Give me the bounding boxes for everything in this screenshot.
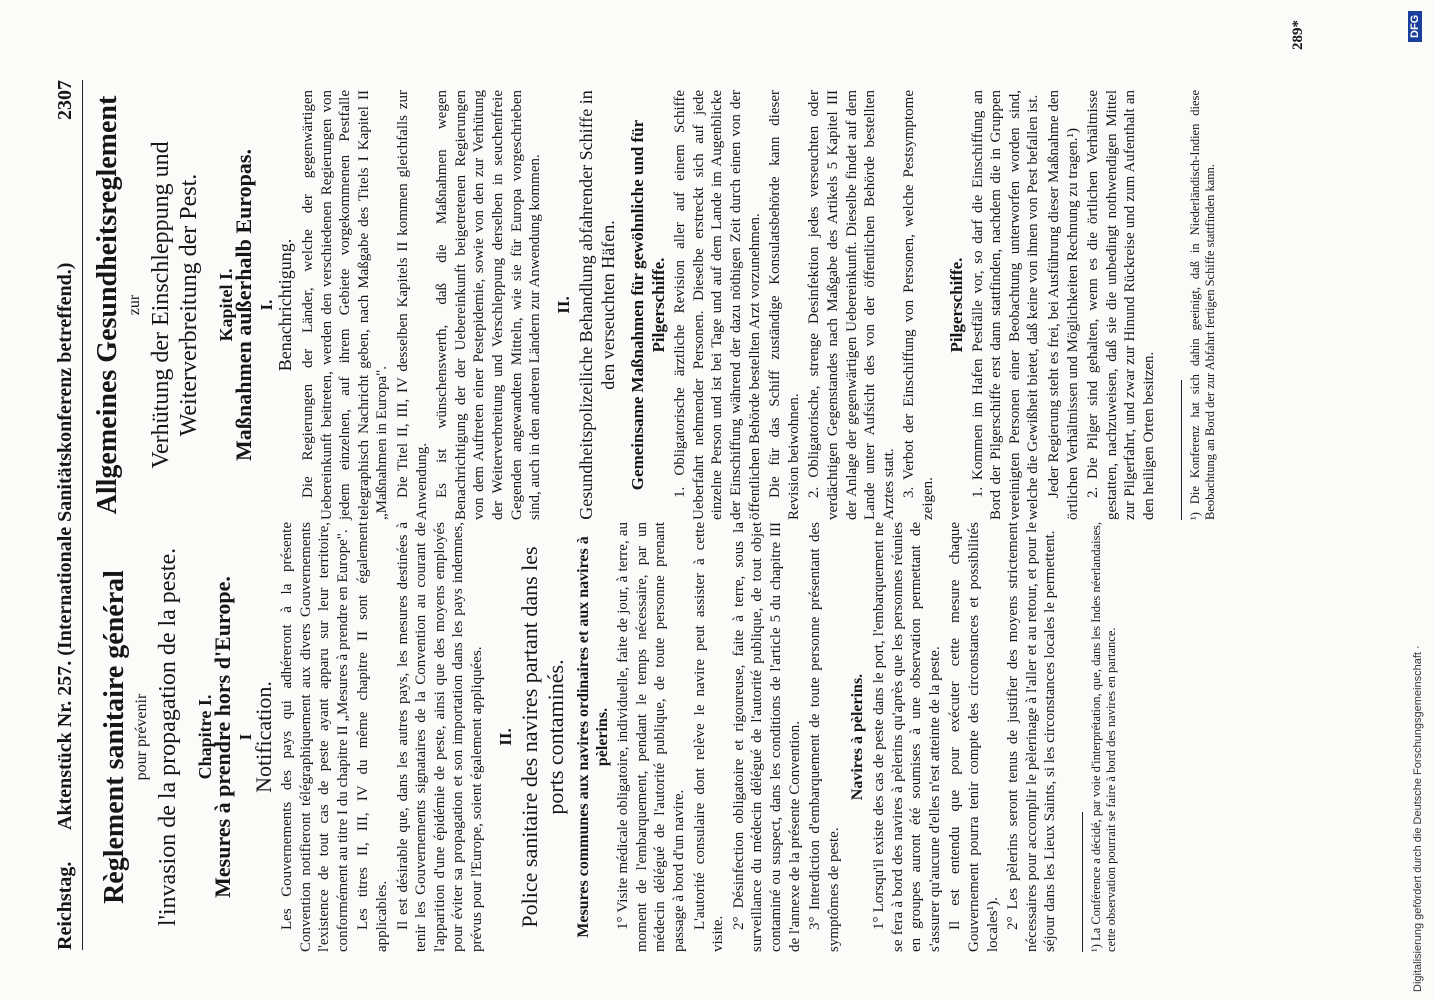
fr-paragraph: 1° Visite médicale obligatoire, individuelle, faite de jour, à terre, au moment de l'embarquement, pendant le temps nécessaire, par un médecin délégué de l'autorité publique, de toute personne prenant passage à bord d'un navire. xyxy=(615,522,688,952)
fr-title-pour: pour prévenir xyxy=(133,693,150,781)
fr-paragraph: 3° Interdiction d'embarquement de toute personne présentant des symptômes de peste. xyxy=(807,522,842,952)
de-title-line3: Verhütung der Einschleppung und Weiterverbreitung der Pest. xyxy=(147,141,202,469)
fr-title-line3: l'invasion de la propagation de la peste. xyxy=(154,547,181,927)
dfg-logo: DFG xyxy=(1408,11,1422,42)
fr-footnote-text: ¹) La Conférence a décidé, par voie d'interprétation, que, dans les Indes néerlandaises, cette observation pourrait se faire à bord des navires en partance. xyxy=(1088,522,1118,952)
fr-chapter-title: Mesures à prendre hors d'Europe. xyxy=(210,576,236,898)
de-paragraph: Die Titel II, III, IV desselben Kapitels II kommen gleichfalls zur Anwendung. xyxy=(394,90,430,520)
page-signature: 289* xyxy=(1290,20,1306,50)
de-paragraph: Es ist wünschenswerth, daß die Maßnahmen wegen Benachrichtigung der der Uebereinkunft beigetretenen Regierungen von dem Auftreten einer Pestepidemie, sowie von den zur Verhütung der Weiterverbreitung und Verschleppung derselben in seuchenfreie Gegenden angewandten Mitteln, wie sie für Europa vorgeschrieben sind, auch in den anderen Ländern zur Anwendung kommen. xyxy=(434,90,544,520)
header-left: Reichstag. xyxy=(54,861,76,950)
fr-section-2: II. xyxy=(495,728,515,746)
fr-paragraph: Il est désirable que, dans les autres pays, les mesures destinées à tenir les Gouvernements signataires de la Convention au courant de l'apparition d'une épidémie de peste, ainsi que des moyens employés pour éviter sa propagation et son importation dans les pays indemnes, prévus pour l'Europe, soient également appliquées. xyxy=(394,522,485,952)
de-footnote-text: ¹) Die Konferenz hat sich dahin geeinigt, daß in Niederländisch-Indien diese Beobachtung an Bord der zur Abfahrt fertigen Schiffe stattfinden kann. xyxy=(1187,90,1217,520)
running-header xyxy=(48,80,83,950)
fr-footnote xyxy=(1082,522,1119,952)
de-title: Allgemeines Gesundheitsreglement xyxy=(92,95,123,515)
fr-heading-pilgrim: Navires à pèlerins. xyxy=(849,673,867,801)
fr-paragraph: L'autorité consulaire dont relève le navire peut assister à cette visite. xyxy=(691,522,727,952)
fr-section-1-title: Notification. xyxy=(251,681,277,793)
de-paragraph: 2. Die Pilger sind gehalten, wenn es die örtlichen Verhältnisse gestatten, nachzuweisen, daß sie die unbedingt nothwendigen Mittel zur Pilgerfahrt, und zwar zur Hinund Rückreise und zum Aufenthalt an den heiligen Orten besitzen. xyxy=(1085,90,1157,520)
fr-section-1: I xyxy=(235,733,255,741)
fr-paragraph: Il est entendu que pour exécuter cette mesure chaque Gouvernement pourra tenir compte des circonstances et possibilités locales¹). xyxy=(947,522,1001,952)
german-column xyxy=(88,90,1218,520)
de-chapter: Kapitel I. xyxy=(215,268,236,342)
fr-section-2-title: Police sanitaire des navires partant dans les ports contaminés. xyxy=(517,546,569,928)
de-section-1: I. xyxy=(256,299,276,311)
de-section-1-title: Benachrichtigung. xyxy=(275,238,296,372)
de-section-2: II. xyxy=(553,296,573,314)
de-title-zur: zur xyxy=(126,294,143,316)
scan-credit: Digitalisierung gefördert durch die Deutsche Forschungsgemeinschaft · xyxy=(1412,645,1424,992)
de-chapter-title: Maßnahmen außerhalb Europas. xyxy=(231,149,257,461)
fr-chapter: Chapitre I. xyxy=(194,694,215,780)
fr-paragraph: 2° Désinfection obligatoire et rigoureuse, faite à terre, sous la surveillance du médecin délégué de l'autorité publique, de tout objet contaminé ou suspect, dans les conditions de l'article 5 du chapitre III de l'annexe de la présente Convention. xyxy=(730,522,803,952)
de-paragraph: 1. Obligatorische ärztliche Revision aller auf einem Schiffe Ueberfahrt nehmender Personen. Dieselbe erstreckt sich auf jede einzelne Person und ist bei Tage und auf dem Lande im Augenblicke der Einschiffung während der dazu nöthigen Zeit durch einen von der öffentlichen Behörde bestellten Arzt vorzunehmen. xyxy=(672,90,763,520)
fr-title: Règlement sanitaire général xyxy=(99,570,130,904)
fr-paragraph: 1° Lorsqu'il existe des cas de peste dans le port, l'embarquement ne se fera à bord des navires à pèlerins qu'après que les personnes réunies en groupes auront été soumises à une observation permettant de s'assurer qu'aucune d'elles n'est atteinte de la peste. xyxy=(871,522,943,952)
fr-paragraph: 2° Les pèlerins seront tenus de justifier des moyens strictement nécessaires pour accomplir le pèlerinage à l'aller et au retour, et pour le séjour dans les Lieux Saints, si les circonstances locales le permettent. xyxy=(1005,522,1059,952)
de-heading-pilgrim: Pilgerschiffe. xyxy=(946,257,966,353)
french-column xyxy=(95,522,1119,952)
fr-paragraph: Les titres II, III, IV du même chapitre II sont également applicables. xyxy=(355,522,390,952)
de-paragraph: 1. Kommen im Hafen Pestfälle vor, so darf die Einschiffung an Bord der Pilgerschiffe erst dann stattfinden, nachdem die in Gruppen vereinigten Personen einer Beobachtung unterworfen worden sind, welche die Gewißheit bietet, daß keine von ihnen von Pest befallen ist. xyxy=(969,90,1042,520)
de-section-2-title: Gesundheitspolizeiliche Behandlung abfahrender Schiffe in den verseuchten Häfen. xyxy=(576,90,619,520)
fr-paragraph: Les Gouvernements des pays qui adhéreront à la présente Convention notifieront télégraphiquement aux divers Gouvernements l'existence de tout cas de peste ayant apparu sur leur territoire, conformément au titre I du chapitre II „Mesures à prendre en Europe". xyxy=(278,522,351,952)
de-paragraph: Die Regierungen der Länder, welche der gegenwärtigen Uebereinkunft beitreten, werden den verschiedenen Regierungen von jedem einzelnen, auf ihrem Gebiete vorgekommenen Pestfalle telegraphisch Nachricht geben, nach Maßgabe des Titels I Kapitel II „Maßnahmen in Europa". xyxy=(299,90,391,520)
de-paragraph: 3. Verbot der Einschiffung von Personen, welche Pestsymptome zeigen. xyxy=(901,90,936,520)
de-paragraph: Jeder Regierung steht es frei, bei Ausführung dieser Maßnahme den örtlichen Verhältnissen und Möglichkeiten Rechnung zu tragen.¹) xyxy=(1045,90,1081,520)
de-heading-common: Gemeinsame Maßnahmen für gewöhnliche und für Pilgerschiffe. xyxy=(628,119,669,491)
fr-heading-common: Mesures communes aux navires ordinaires et aux navires à pèlerins. xyxy=(575,536,611,938)
de-paragraph: 2. Obligatorische, strenge Desinfektion jedes verseuchten oder verdächtigen Gegenstandes nach Maßgabe des Artikels 5 Kapitel III der Anlage der gegenwärtigen Uebereinkunft. Dieselbe findet auf dem Lande unter Aufsicht des von der öffentlichen Behörde bestellten Arztes statt. xyxy=(806,90,897,520)
header-page-number: 2307 xyxy=(54,80,76,120)
de-paragraph: Die für das Schiff zuständige Konsulatsbehörde kann dieser Revision beiwohnen. xyxy=(767,90,802,520)
header-center: Aktenstück Nr. 257. (Internationale Sanitätskonferenz betreffend.) xyxy=(54,262,76,830)
de-footnote xyxy=(1181,90,1218,520)
